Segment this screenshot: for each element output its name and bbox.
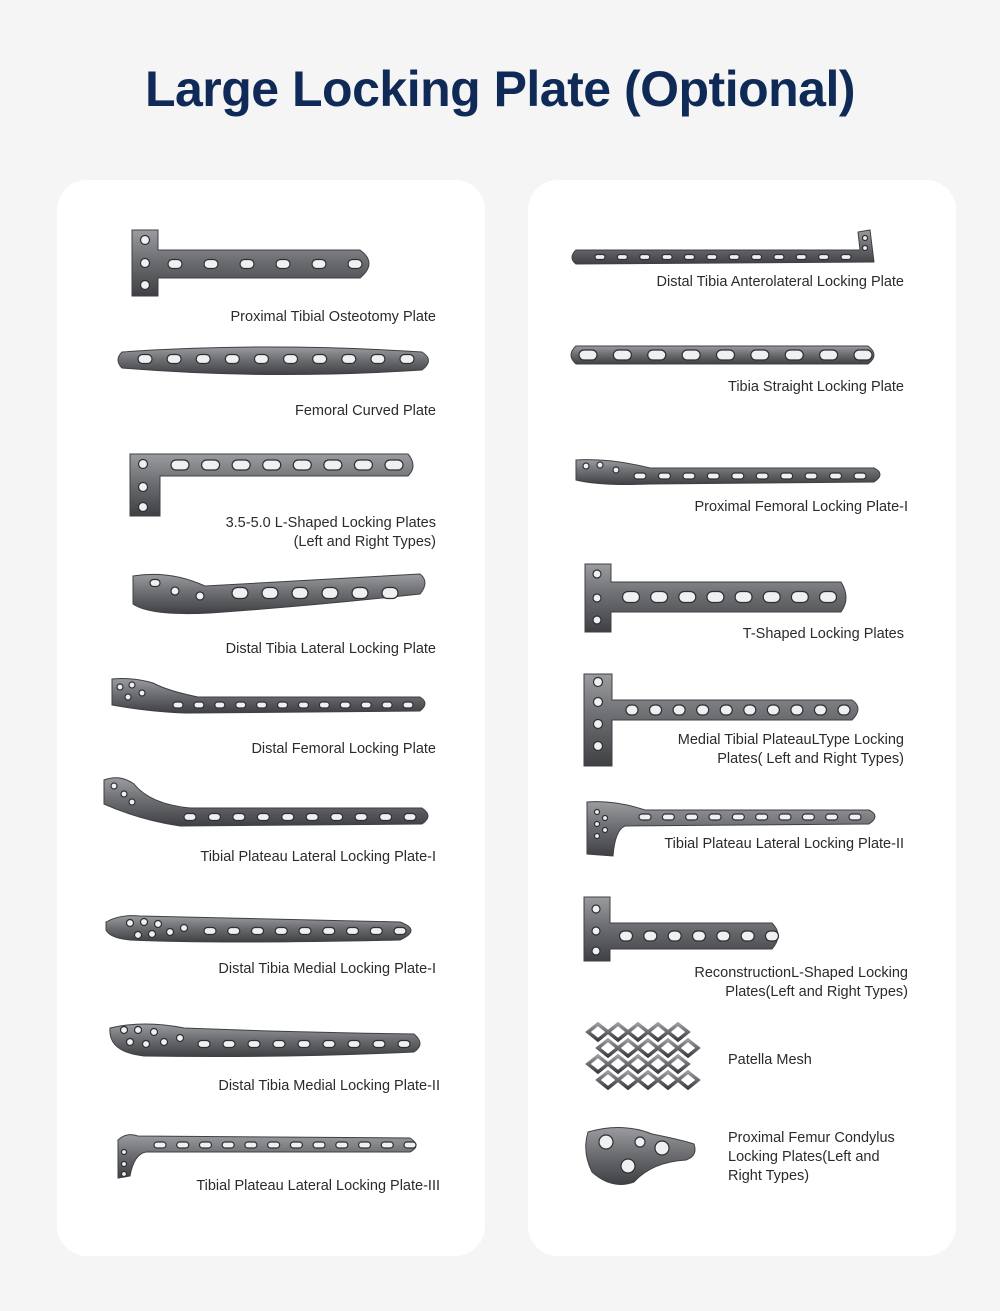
screw-hole: [127, 1039, 134, 1046]
screw-hole: [679, 592, 696, 603]
mesh-cell: [588, 1056, 608, 1072]
screw-hole: [347, 928, 359, 935]
screw-hole: [319, 702, 329, 708]
screw-hole: [225, 355, 239, 364]
screw-hole: [854, 350, 872, 360]
screw-hole: [644, 931, 657, 941]
screw-hole: [626, 705, 638, 715]
screw-hole: [655, 1141, 669, 1155]
femoral-curved-plate-image: [117, 340, 427, 378]
screw-hole: [400, 355, 414, 364]
distal-tibia-lateral-locking-plate-image: [130, 568, 428, 618]
screw-hole: [129, 799, 135, 805]
screw-hole: [595, 810, 600, 815]
screw-hole: [735, 592, 752, 603]
screw-hole: [686, 814, 698, 820]
plate-body: [576, 460, 880, 485]
proximal-tibial-osteotomy-plate-image: [130, 228, 376, 298]
mesh-cell: [598, 1072, 618, 1088]
screw-hole: [117, 684, 123, 690]
screw-hole: [141, 259, 150, 268]
mesh-cell: [608, 1056, 628, 1072]
screw-hole: [139, 503, 148, 512]
screw-hole: [781, 473, 793, 479]
screw-hole: [579, 350, 597, 360]
screw-hole: [791, 705, 803, 715]
screw-hole: [268, 1142, 280, 1148]
screw-hole: [371, 355, 385, 364]
screw-hole: [262, 588, 278, 599]
screw-hole: [342, 355, 356, 364]
mesh-cell: [588, 1024, 608, 1040]
screw-hole: [359, 1142, 371, 1148]
screw-hole: [802, 814, 814, 820]
screw-hole: [779, 814, 791, 820]
product-label: Tibial Plateau Lateral Locking Plate-II: [664, 836, 904, 852]
distal-tibia-medial-locking-plate-1-image: [100, 910, 422, 946]
screw-hole: [292, 588, 308, 599]
screw-hole: [135, 1027, 142, 1034]
screw-hole: [121, 1027, 128, 1034]
screw-hole: [299, 928, 311, 935]
screw-hole: [275, 928, 287, 935]
screw-hole: [732, 473, 744, 479]
screw-hole: [592, 927, 600, 935]
screw-hole: [111, 783, 117, 789]
screw-hole: [404, 1142, 416, 1148]
screw-hole: [293, 460, 311, 470]
screw-hole: [323, 928, 335, 935]
screw-hole: [594, 698, 603, 707]
screw-hole: [741, 931, 754, 941]
mesh-cell: [658, 1072, 678, 1088]
mesh-cell: [668, 1024, 688, 1040]
screw-hole: [673, 705, 685, 715]
screw-hole: [380, 814, 392, 821]
t-shaped-locking-plate-image: [583, 562, 851, 634]
screw-hole: [830, 473, 842, 479]
plate-body: [118, 1135, 416, 1178]
screw-hole: [151, 1029, 158, 1036]
screw-hole: [594, 720, 603, 729]
screw-hole: [173, 702, 183, 708]
screw-hole: [403, 702, 413, 708]
screw-hole: [595, 822, 600, 827]
screw-hole: [177, 1035, 184, 1042]
screw-hole: [613, 467, 619, 473]
screw-hole: [208, 814, 220, 821]
screw-hole: [603, 828, 608, 833]
screw-hole: [639, 814, 651, 820]
screw-hole: [826, 814, 838, 820]
screw-hole: [257, 702, 267, 708]
screw-hole: [232, 460, 250, 470]
screw-hole: [751, 350, 769, 360]
screw-hole: [122, 1162, 127, 1167]
screw-hole: [593, 570, 601, 578]
screw-hole: [141, 236, 150, 245]
screw-hole: [257, 814, 269, 821]
product-label: Patella Mesh: [728, 1052, 812, 1068]
mesh-cell: [648, 1024, 668, 1040]
screw-hole: [709, 814, 721, 820]
product-label: Distal Tibia Anterolateral Locking Plate: [656, 274, 904, 290]
screw-hole: [355, 814, 367, 821]
screw-hole: [658, 473, 670, 479]
screw-hole: [352, 588, 368, 599]
screw-hole: [820, 350, 838, 360]
screw-hole: [278, 702, 288, 708]
product-label: Medial Tibial PlateauLType Locking Plates( Left and Right Types): [677, 732, 904, 767]
screw-hole: [273, 1041, 285, 1048]
screw-hole: [707, 473, 719, 479]
screw-hole: [613, 350, 631, 360]
screw-hole: [683, 473, 695, 479]
screw-hole: [154, 1142, 166, 1148]
screw-hole: [640, 255, 650, 260]
screw-hole: [763, 592, 780, 603]
screw-hole: [774, 255, 784, 260]
product-label: Tibia Straight Locking Plate: [728, 379, 904, 395]
screw-hole: [298, 1041, 310, 1048]
product-label: Distal Tibia Medial Locking Plate-II: [218, 1078, 440, 1094]
screw-hole: [617, 255, 627, 260]
screw-hole: [331, 814, 343, 821]
screw-hole: [122, 1172, 127, 1177]
screw-hole: [348, 1041, 360, 1048]
screw-hole: [796, 255, 806, 260]
screw-hole: [348, 260, 362, 269]
product-label: Proximal Femoral Locking Plate-I: [694, 499, 908, 515]
product-label: Distal Tibia Medial Locking Plate-I: [218, 961, 436, 977]
screw-hole: [361, 702, 371, 708]
screw-hole: [592, 947, 600, 955]
screw-hole: [198, 1041, 210, 1048]
product-label: Proximal Tibial Osteotomy Plate: [230, 309, 436, 325]
screw-hole: [215, 702, 225, 708]
product-label: Tibial Plateau Lateral Locking Plate-I: [200, 849, 436, 865]
screw-hole: [603, 816, 608, 821]
screw-hole: [650, 705, 662, 715]
screw-hole: [127, 920, 134, 927]
screw-hole: [744, 705, 756, 715]
screw-hole: [841, 255, 851, 260]
screw-hole: [599, 1135, 613, 1149]
screw-hole: [684, 255, 694, 260]
screw-hole: [662, 814, 674, 820]
product-label: Femoral Curved Plate: [294, 403, 436, 419]
screw-hole: [202, 460, 220, 470]
screw-hole: [141, 281, 150, 290]
mesh-cell: [618, 1072, 638, 1088]
screw-hole: [623, 592, 640, 603]
screw-hole: [404, 814, 416, 821]
screw-hole: [290, 1142, 302, 1148]
screw-hole: [161, 1039, 168, 1046]
screw-hole: [199, 1142, 211, 1148]
tibial-plateau-lateral-locking-plate-1-image: [100, 774, 434, 832]
screw-hole: [139, 460, 148, 469]
screw-hole: [204, 260, 218, 269]
screw-hole: [184, 814, 196, 821]
screw-hole: [854, 473, 866, 479]
screw-hole: [323, 1041, 335, 1048]
screw-hole: [707, 255, 717, 260]
screw-hole: [252, 928, 264, 935]
screw-hole: [385, 460, 403, 470]
screw-hole: [814, 705, 826, 715]
l-shaped-locking-plate-image: [128, 450, 414, 520]
screw-hole: [729, 255, 739, 260]
screw-hole: [668, 931, 681, 941]
screw-hole: [228, 928, 240, 935]
screw-hole: [254, 355, 268, 364]
screw-hole: [263, 460, 281, 470]
patella-mesh-image: [586, 1022, 692, 1092]
product-label: T-Shaped Locking Plates: [742, 626, 904, 642]
screw-hole: [204, 928, 216, 935]
proximal-femoral-locking-plate-1-image: [570, 456, 886, 490]
screw-hole: [167, 929, 174, 936]
mesh-cell: [628, 1056, 648, 1072]
product-label: Distal Femoral Locking Plate: [251, 741, 436, 757]
mesh-cell: [598, 1040, 618, 1056]
mesh-cell: [658, 1040, 678, 1056]
screw-hole: [141, 919, 148, 926]
screw-hole: [697, 705, 709, 715]
reconstruction-l-shaped-plate-image: [582, 895, 784, 963]
tibia-straight-locking-plate-image: [568, 340, 880, 370]
screw-hole: [313, 355, 327, 364]
mesh-cell: [648, 1056, 668, 1072]
screw-hole: [171, 587, 179, 595]
screw-hole: [693, 931, 706, 941]
screw-hole: [222, 1142, 234, 1148]
screw-hole: [143, 1041, 150, 1048]
screw-hole: [155, 921, 162, 928]
screw-hole: [125, 694, 131, 700]
screw-hole: [597, 462, 603, 468]
distal-femoral-locking-plate-image: [108, 675, 430, 721]
plate-body: [112, 679, 425, 714]
screw-hole: [168, 260, 182, 269]
screw-hole: [373, 1041, 385, 1048]
screw-hole: [766, 931, 779, 941]
screw-hole: [196, 355, 210, 364]
screw-hole: [177, 1142, 189, 1148]
screw-hole: [595, 255, 605, 260]
screw-hole: [621, 1159, 635, 1173]
screw-hole: [756, 814, 768, 820]
mesh-cell: [618, 1040, 638, 1056]
screw-hole: [232, 588, 248, 599]
screw-hole: [312, 260, 326, 269]
screw-hole: [223, 1041, 235, 1048]
screw-hole: [313, 1142, 325, 1148]
screw-hole: [149, 931, 156, 938]
product-label: ReconstructionL-Shaped Locking Plates(Left and Right Types): [694, 965, 908, 1000]
screw-hole: [593, 616, 601, 624]
screw-hole: [121, 791, 127, 797]
page-title: Large Locking Plate (Optional): [144, 61, 856, 117]
screw-hole: [276, 260, 290, 269]
mesh-cell: [628, 1024, 648, 1040]
mesh-cell: [668, 1056, 688, 1072]
screw-hole: [752, 255, 762, 260]
screw-hole: [394, 928, 406, 935]
screw-hole: [819, 255, 829, 260]
screw-hole: [150, 580, 160, 587]
screw-hole: [196, 592, 204, 600]
screw-hole: [322, 588, 338, 599]
screw-hole: [756, 473, 768, 479]
screw-hole: [129, 682, 135, 688]
screw-hole: [284, 355, 298, 364]
screw-hole: [720, 705, 732, 715]
screw-hole: [863, 236, 868, 241]
screw-hole: [248, 1041, 260, 1048]
mesh-cell: [608, 1024, 628, 1040]
screw-hole: [767, 705, 779, 715]
screw-hole: [593, 594, 601, 602]
screw-hole: [382, 588, 398, 599]
screw-hole: [863, 246, 868, 251]
screw-hole: [135, 932, 142, 939]
screw-hole: [838, 705, 850, 715]
product-label: Distal Tibia Lateral Locking Plate: [225, 641, 436, 657]
screw-hole: [233, 814, 245, 821]
product-label: 3.5-5.0 L-Shaped Locking Plates (Left and Right Types): [225, 515, 436, 550]
screw-hole: [635, 1137, 645, 1147]
screw-hole: [398, 1041, 410, 1048]
screw-hole: [662, 255, 672, 260]
screw-hole: [171, 460, 189, 470]
screw-hole: [340, 702, 350, 708]
product-label: Proximal Femur Condylus Locking Plates(Left and Right Types): [728, 1130, 895, 1184]
screw-hole: [717, 931, 730, 941]
screw-hole: [651, 592, 668, 603]
screw-hole: [194, 702, 204, 708]
screw-hole: [648, 350, 666, 360]
product-label: Tibial Plateau Lateral Locking Plate-III: [196, 1178, 440, 1194]
screw-hole: [354, 460, 372, 470]
screw-hole: [306, 814, 318, 821]
screw-hole: [236, 702, 246, 708]
screw-hole: [785, 350, 803, 360]
screw-hole: [282, 814, 294, 821]
screw-hole: [122, 1150, 127, 1155]
screw-hole: [594, 678, 603, 687]
screw-hole: [682, 350, 700, 360]
screw-hole: [370, 928, 382, 935]
screw-hole: [139, 690, 145, 696]
screw-hole: [245, 1142, 257, 1148]
screw-hole: [167, 355, 181, 364]
screw-hole: [138, 355, 152, 364]
distal-tibia-medial-locking-plate-2-image: [104, 1018, 426, 1062]
screw-hole: [717, 350, 735, 360]
plate-body: [584, 897, 778, 961]
screw-hole: [240, 260, 254, 269]
screw-hole: [820, 592, 837, 603]
mesh-cell: [638, 1040, 658, 1056]
tibial-plateau-lateral-locking-plate-3-image: [110, 1130, 422, 1182]
screw-hole: [336, 1142, 348, 1148]
screw-hole: [583, 463, 589, 469]
screw-hole: [707, 592, 724, 603]
screw-hole: [805, 473, 817, 479]
screw-hole: [139, 483, 148, 492]
screw-hole: [620, 931, 633, 941]
screw-hole: [181, 925, 188, 932]
screw-hole: [592, 905, 600, 913]
screw-hole: [732, 814, 744, 820]
distal-tibia-anterolateral-locking-plate-image: [570, 228, 876, 268]
screw-hole: [381, 1142, 393, 1148]
screw-hole: [382, 702, 392, 708]
screw-hole: [298, 702, 308, 708]
screw-hole: [634, 473, 646, 479]
proximal-femur-condylus-plate-image: [582, 1122, 698, 1188]
screw-hole: [791, 592, 808, 603]
screw-hole: [849, 814, 861, 820]
screw-hole: [324, 460, 342, 470]
mesh-cell: [638, 1072, 658, 1088]
